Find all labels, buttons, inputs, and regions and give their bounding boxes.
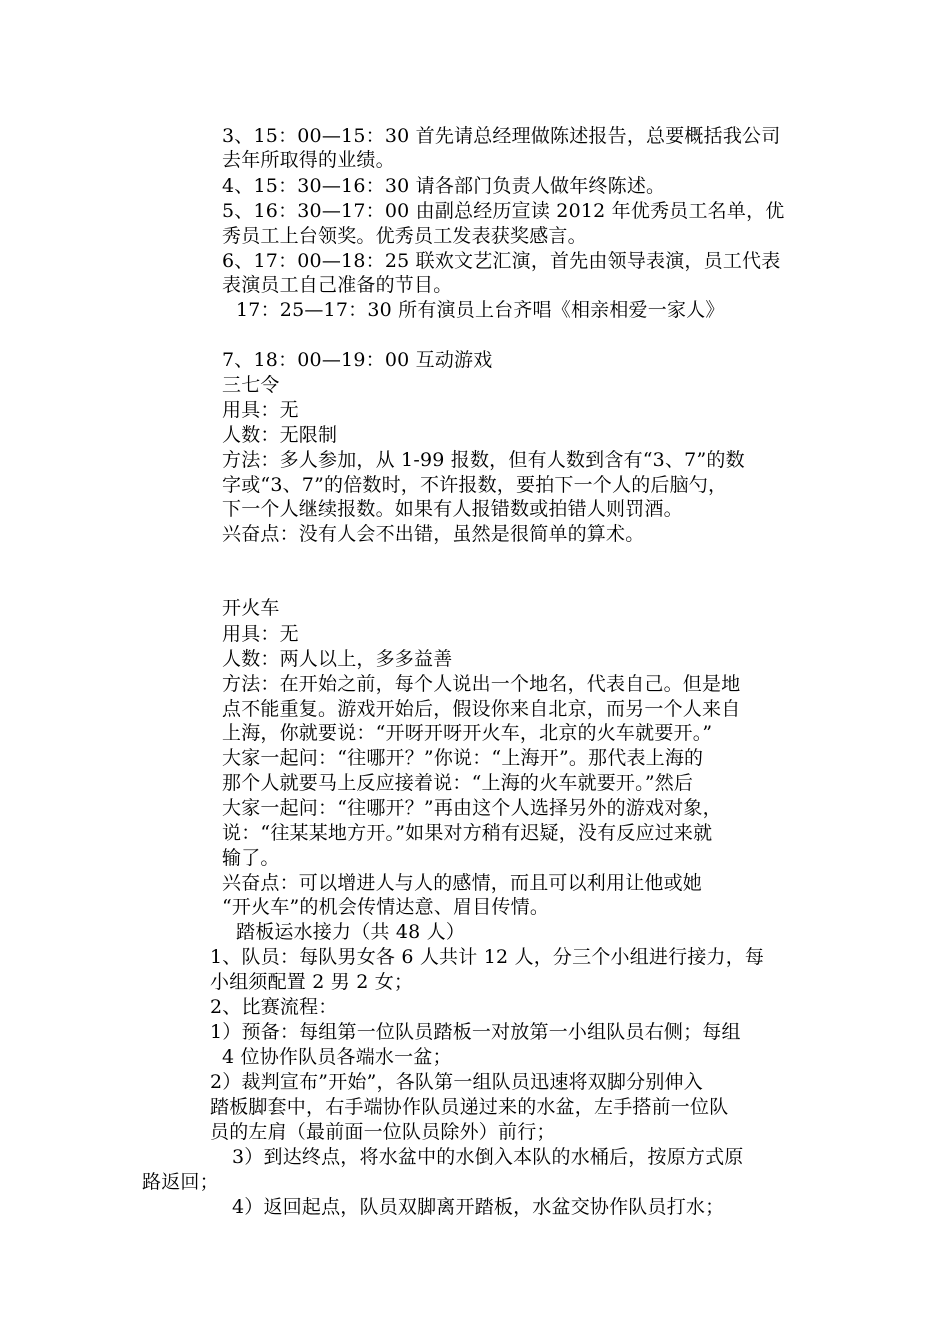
- game-2-excitement-line-1: 兴奋点：可以增进人与人的感情，而且可以利用让他或她: [222, 872, 703, 894]
- schedule-item-3-line-1: 3、15：00—15：30 首先请总经理做陈述报告，总要概括我公司: [222, 125, 781, 147]
- game-2-method-line-8: 输了。: [222, 847, 280, 869]
- game-2-method-line-4: 大家一起问：“往哪开？”你说：“上海开”。那代表上海的: [222, 747, 704, 769]
- game-2-tools: 用具：无: [222, 623, 299, 645]
- schedule-item-5-line-2: 秀员工上台领奖。优秀员工发表获奖感言。: [222, 225, 587, 247]
- game-1-tools: 用具：无: [222, 399, 299, 421]
- game-2-method-line-5: 那个人就要马上反应接着说：“上海的火车就要开。”然后: [222, 772, 694, 794]
- game-1-title: 三七令: [222, 374, 280, 396]
- game-2-method-line-6: 大家一起问：“往哪开？”再由这个人选择另外的游戏对象，: [222, 797, 722, 819]
- game-1-method-line-1: 方法：多人参加，从 1-99 报数，但有人数到含有“3、7”的数: [222, 449, 745, 471]
- game-3-flow-heading: 2、比赛流程：: [210, 996, 338, 1018]
- game-3-step-2-line-2: 踏板脚套中，右手端协作队员递过来的水盆，左手搭前一位队: [210, 1096, 729, 1118]
- schedule-item-7: 7、18：00—19：00 互动游戏: [222, 349, 493, 371]
- game-2-excitement-line-2: “开火车”的机会传情达意、眉目传情。: [222, 896, 550, 918]
- game-2-method-line-3: 上海，你就要说：“开呀开呀开火车，北京的火车就要开。”: [222, 722, 713, 744]
- game-3-step-3-line-1: 3）到达终点，将水盆中的水倒入本队的水桶后，按原方式原: [232, 1146, 744, 1168]
- schedule-item-5-line-1: 5、16：30—17：00 由副总经历宣读 2012 年优秀员工名单，优: [222, 200, 785, 222]
- game-3-step-2-line-3: 员的左肩（最前面一位队员除外）前行；: [210, 1121, 556, 1143]
- game-3-step-1-line-1: 1）预备：每组第一位队员踏板一对放第一小组队员右侧；每组: [210, 1021, 741, 1043]
- game-2-title: 开火车: [222, 597, 280, 619]
- game-3-step-1-line-2: 4 位协作队员各端水一盆；: [222, 1046, 452, 1068]
- game-1-method-line-2: 字或“3、7”的倍数时，不许报数，要拍下一个人的后脑勺，: [222, 474, 728, 496]
- schedule-item-6-line-2: 表演员工自己准备的节目。: [222, 274, 453, 296]
- game-3-members-line-1: 1、队员：每队男女各 6 人共计 12 人，分三个小组进行接力，每: [210, 946, 765, 968]
- game-1-people: 人数：无限制: [222, 424, 338, 446]
- game-3-members-line-2: 小组须配置 2 男 2 女；: [210, 971, 414, 993]
- game-1-method-line-3: 下一个人继续报数。如果有人报错数或拍错人则罚酒。: [222, 498, 683, 520]
- game-3-step-3-line-2: 路返回；: [142, 1171, 219, 1193]
- game-2-method-line-7: 说：“往某某地方开。”如果对方稍有迟疑，没有反应过来就: [222, 822, 713, 844]
- schedule-item-3-line-2: 去年所取得的业绩。: [222, 149, 395, 171]
- schedule-item-6-line-1: 6、17：00—18：25 联欢文艺汇演，首先由领导表演，员工代表: [222, 250, 781, 272]
- game-3-step-4: 4）返回起点，队员双脚离开踏板，水盆交协作队员打水；: [232, 1196, 725, 1218]
- game-2-people: 人数：两人以上，多多益善: [222, 648, 453, 670]
- schedule-item-6-line-3: 17：25—17：30 所有演员上台齐唱《相亲相爱一家人》: [236, 299, 725, 321]
- game-1-excitement: 兴奋点：没有人会不出错，虽然是很简单的算术。: [222, 523, 645, 545]
- game-3-step-2-line-1: 2）裁判宣布”开始”，各队第一组队员迅速将双脚分别伸入: [210, 1071, 703, 1093]
- schedule-item-4: 4、15：30—16：30 请各部门负责人做年终陈述。: [222, 175, 666, 197]
- game-3-title: 踏板运水接力（共 48 人）: [236, 921, 466, 943]
- game-2-method-line-2: 点不能重复。游戏开始后，假设你来自北京，而另一个人来自: [222, 698, 741, 720]
- game-2-method-line-1: 方法：在开始之前，每个人说出一个地名，代表自己。但是地: [222, 673, 741, 695]
